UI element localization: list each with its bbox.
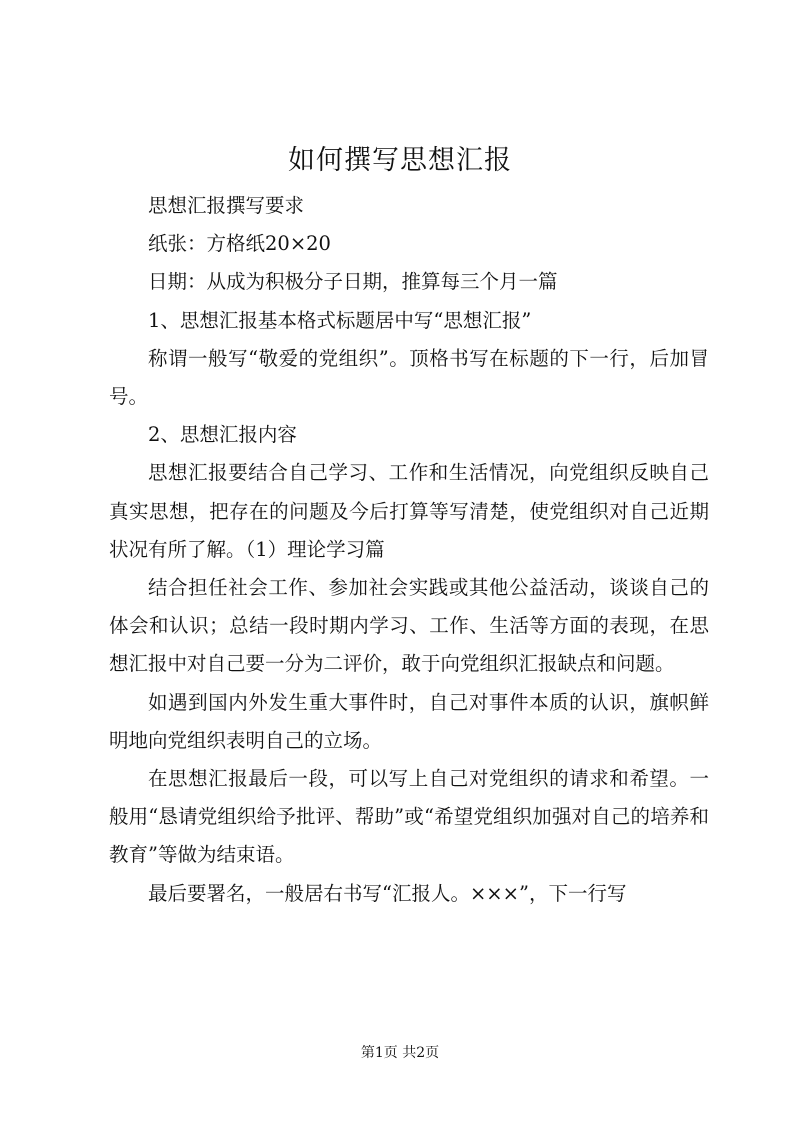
paragraph: 2、思想汇报内容 [148, 423, 297, 447]
paragraph: 思想汇报要结合自己学习、工作和生活情况，向党组织反映自己真实思想，把存在的问题及今后打算等写清楚，使党组织对自己近期状况有所了解。（1）理论学习篇 [109, 461, 709, 561]
paragraph: 如遇到国内外发生重大事件时，自己对事件本质的认识，旗帜鲜明地向党组织表明自己的立场。 [109, 690, 709, 752]
page-footer: 第1页 共2页 [360, 1045, 440, 1061]
paragraph: 日期：从成为积极分子日期，推算每三个月一篇 [148, 270, 558, 294]
paragraph: 在思想汇报最后一段，可以写上自己对党组织的请求和希望。一般用“恳请党组织给予批评、帮助”或“希望党组织加强对自己的培养和教育”等做为结束语。 [109, 767, 709, 867]
paragraph: 思想汇报撰写要求 [148, 194, 305, 217]
paragraph: 1、思想汇报基本格式标题居中写“思想汇报” [148, 308, 532, 332]
paragraph: 纸张：方格纸20×20 [148, 232, 331, 256]
paragraph: 称谓一般写“敬爱的党组织”。顶格书写在标题的下一行，后加冒号。 [109, 346, 709, 409]
document-body [109, 187, 709, 913]
paragraph: 结合担任社会工作、参加社会实践或其他公益活动，谈谈自己的体会和认识；总结一段时期内学习、工作、生活等方面的表现，在思想汇报中对自己要一分为二评价，敢于向党组织汇报缺点和问题。 [109, 576, 709, 676]
document-title: 如何撰写思想汇报 [288, 145, 512, 176]
paragraph: 最后要署名，一般居右书写“汇报人。×××”，下一行写 [148, 881, 627, 905]
